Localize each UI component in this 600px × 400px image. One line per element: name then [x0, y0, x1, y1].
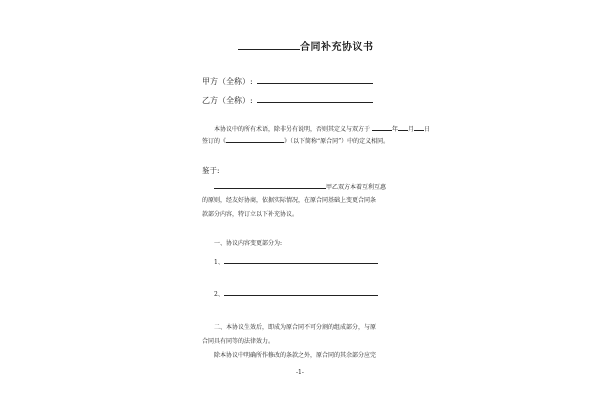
item-2-label: 2、 — [214, 291, 224, 298]
title-text: 合同补充协议书 — [300, 42, 374, 53]
clause-1-heading: 一、协议内容变更部分为: — [214, 240, 283, 247]
party-b-blank[interactable] — [257, 92, 373, 103]
day-blank[interactable] — [414, 124, 424, 131]
party-a-label: 甲方（全称）: — [202, 77, 253, 86]
party-a-row — [202, 73, 373, 87]
item-1-row — [214, 256, 378, 266]
preamble-blank[interactable] — [214, 181, 326, 189]
party-b-label: 乙方（全称）: — [202, 96, 253, 105]
year-blank[interactable] — [372, 124, 392, 131]
title-blank-line[interactable] — [238, 39, 300, 50]
page-number: -1- — [296, 369, 304, 376]
party-b-row — [202, 92, 373, 106]
clause-3-line-1: 除本协议中明确所作修改的条款之外，原合同的其余部分应完 — [214, 352, 377, 359]
document-title — [238, 38, 374, 53]
month-blank[interactable] — [398, 124, 408, 131]
clause-2-line-1: 二、本协议生效后，即成为原合同不可分割的组成部分，与原 — [214, 324, 377, 331]
party-a-blank[interactable] — [257, 73, 373, 84]
definition-line-1: 本协议中的所有术语，除非另有说明，否则其定义与双方于 年 月 日 — [214, 126, 430, 133]
preamble-line-1: 甲乙双方本着互利互惠 — [214, 181, 386, 191]
item-1-label: 1、 — [214, 259, 224, 266]
original-contract-name-blank[interactable] — [226, 136, 284, 143]
item-2-row — [214, 288, 378, 298]
whereas-label: 鉴于: — [202, 166, 220, 175]
item-1-blank[interactable] — [224, 256, 378, 264]
clause-2-line-2: 合同具有同等的法律效力。 — [202, 338, 275, 345]
preamble-line-3: 款部分内容，特订立以下补充协议。 — [202, 211, 299, 218]
item-2-blank[interactable] — [224, 288, 378, 296]
preamble-line-2: 的原则，经友好协商，依据实际情况，在原合同基础上变更合同条 — [202, 197, 377, 204]
definition-line-2: 签订的《 》（以下简称“原合同”）中的定义相同。 — [202, 138, 390, 145]
